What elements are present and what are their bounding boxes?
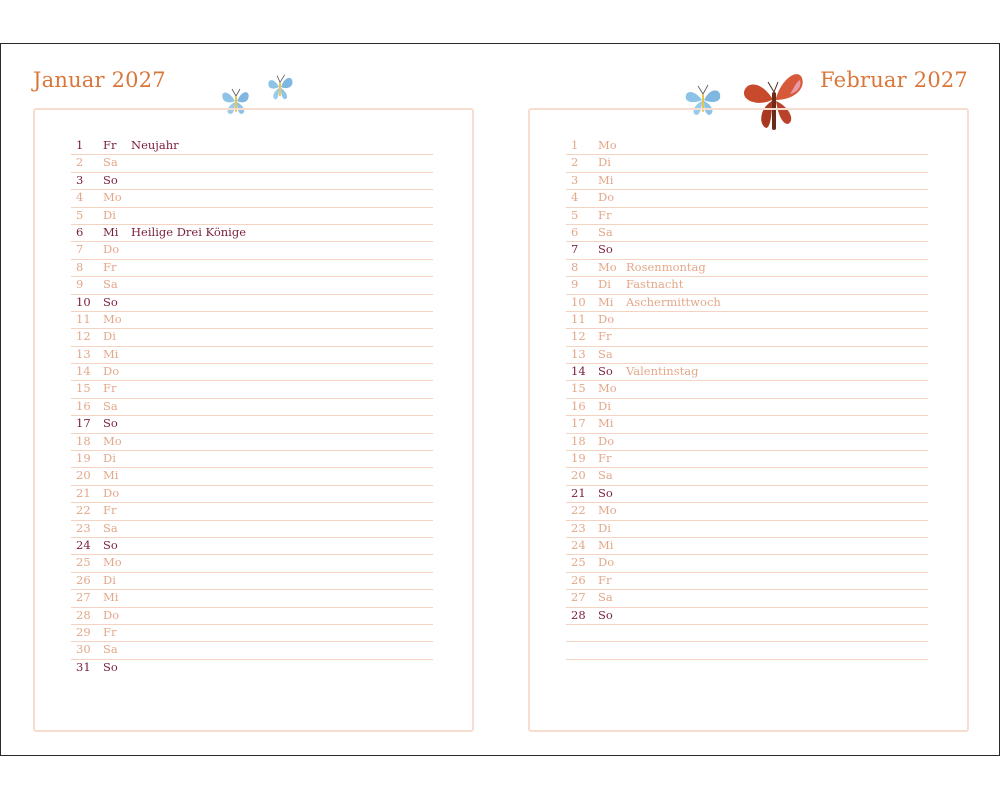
day-number: 30 (76, 642, 91, 657)
weekday-label: Di (598, 277, 611, 292)
weekday-label: Mi (598, 294, 614, 309)
weekday-label: Do (103, 607, 120, 622)
weekday-label: Fr (598, 572, 612, 587)
day-number: 17 (76, 416, 91, 431)
weekday-label: Di (103, 329, 116, 344)
day-row (566, 173, 928, 190)
day-row (71, 503, 433, 520)
day-number: 7 (571, 242, 579, 257)
day-row (566, 277, 928, 294)
weekday-label: So (598, 485, 613, 500)
weekday-label: So (598, 607, 613, 622)
day-number: 27 (571, 590, 586, 605)
day-row (71, 155, 433, 172)
day-row (566, 434, 928, 451)
day-row (566, 521, 928, 538)
day-number: 13 (571, 346, 586, 361)
day-row (71, 608, 433, 625)
day-row (71, 312, 433, 329)
day-row (71, 468, 433, 485)
day-number: 2 (571, 155, 579, 170)
day-row (71, 277, 433, 294)
day-number: 19 (76, 451, 91, 466)
day-row (566, 260, 928, 277)
weekday-label: Fr (598, 451, 612, 466)
weekday-label: Mi (103, 590, 119, 605)
january-day-list (71, 138, 433, 677)
day-row (71, 555, 433, 572)
day-row (566, 225, 928, 242)
day-row (566, 347, 928, 364)
day-note: Valentinstag (626, 364, 699, 379)
day-number: 7 (76, 242, 84, 257)
page-title-february: Februar 2027 (820, 68, 968, 92)
day-number: 8 (571, 259, 579, 274)
day-number: 14 (76, 364, 91, 379)
day-row (71, 364, 433, 381)
day-row (566, 329, 928, 346)
day-number: 1 (76, 138, 84, 152)
day-number: 28 (571, 607, 586, 622)
day-number: 5 (76, 207, 84, 222)
weekday-label: Fr (598, 207, 612, 222)
weekday-label: Do (598, 555, 615, 570)
day-number: 9 (76, 277, 84, 292)
day-number: 2 (76, 155, 84, 170)
day-number: 1 (571, 138, 579, 152)
weekday-label: Mi (103, 468, 119, 483)
day-number: 23 (76, 520, 91, 535)
weekday-label: Sa (103, 277, 118, 292)
day-number: 26 (571, 572, 586, 587)
day-row (71, 434, 433, 451)
weekday-label: Mi (103, 224, 119, 239)
weekday-label: Di (103, 451, 116, 466)
weekday-label: Do (598, 433, 615, 448)
day-number: 16 (571, 398, 586, 413)
day-number: 14 (571, 364, 586, 379)
day-number: 18 (76, 433, 91, 448)
day-row (566, 555, 928, 572)
day-number: 5 (571, 207, 579, 222)
weekday-label: Mo (598, 259, 617, 274)
day-row (71, 242, 433, 259)
day-number: 6 (571, 224, 579, 239)
blue-butterfly-icon (264, 71, 296, 103)
day-number: 12 (571, 329, 586, 344)
day-number: 15 (571, 381, 586, 396)
day-number: 12 (76, 329, 91, 344)
day-note: Fastnacht (626, 277, 684, 292)
weekday-label: Di (598, 155, 611, 170)
weekday-label: Mi (103, 346, 119, 361)
weekday-label: So (598, 364, 613, 379)
day-row (71, 208, 433, 225)
day-row (566, 451, 928, 468)
day-number: 20 (571, 468, 586, 483)
day-row (566, 468, 928, 485)
day-row (71, 329, 433, 346)
day-row (566, 208, 928, 225)
day-row (566, 660, 928, 677)
weekday-label: So (598, 242, 613, 257)
day-number: 22 (76, 503, 91, 518)
day-note: Neujahr (131, 138, 179, 152)
day-row (71, 399, 433, 416)
weekday-label: Sa (598, 468, 613, 483)
day-row (71, 642, 433, 659)
weekday-label: So (103, 659, 118, 674)
day-row (71, 590, 433, 607)
day-number: 24 (76, 537, 91, 552)
weekday-label: Fr (103, 381, 117, 396)
day-number: 23 (571, 520, 586, 535)
day-row (71, 573, 433, 590)
day-row (71, 225, 433, 242)
day-number: 11 (76, 311, 91, 326)
weekday-label: Do (103, 364, 120, 379)
weekday-label: Fr (103, 624, 117, 639)
day-row (71, 295, 433, 312)
day-row (566, 486, 928, 503)
weekday-label: Mo (103, 190, 122, 205)
weekday-label: Sa (103, 398, 118, 413)
weekday-label: Do (103, 242, 120, 257)
weekday-label: Di (598, 520, 611, 535)
day-row (566, 138, 928, 155)
weekday-label: Fr (598, 329, 612, 344)
weekday-label: Mo (103, 311, 122, 326)
weekday-label: Fr (103, 503, 117, 518)
day-row (566, 190, 928, 207)
weekday-label: Sa (598, 590, 613, 605)
weekday-label: Di (598, 398, 611, 413)
weekday-label: Fr (103, 259, 117, 274)
day-row (566, 590, 928, 607)
day-number: 27 (76, 590, 91, 605)
day-number: 8 (76, 259, 84, 274)
day-number: 11 (571, 311, 586, 326)
day-row (71, 486, 433, 503)
february-day-list (566, 138, 928, 677)
weekday-label: Mo (598, 381, 617, 396)
day-number: 26 (76, 572, 91, 587)
day-row (71, 538, 433, 555)
day-row (566, 381, 928, 398)
day-note: Rosenmontag (626, 259, 706, 274)
day-row (566, 242, 928, 259)
day-row (566, 312, 928, 329)
weekday-label: Mi (598, 172, 614, 187)
day-row (566, 538, 928, 555)
day-row (71, 660, 433, 677)
day-number: 3 (76, 172, 84, 187)
day-number: 4 (76, 190, 84, 205)
weekday-label: Mi (598, 416, 614, 431)
weekday-label: Sa (103, 642, 118, 657)
day-row (71, 625, 433, 642)
weekday-label: Sa (598, 346, 613, 361)
day-number: 10 (76, 294, 91, 309)
weekday-label: So (103, 537, 118, 552)
weekday-label: Mo (598, 138, 617, 152)
day-number: 10 (571, 294, 586, 309)
day-row (566, 155, 928, 172)
day-number: 4 (571, 190, 579, 205)
day-row (71, 416, 433, 433)
day-row (566, 625, 928, 642)
day-row (566, 573, 928, 590)
day-number: 28 (76, 607, 91, 622)
day-row (566, 416, 928, 433)
weekday-label: So (103, 294, 118, 309)
day-number: 20 (76, 468, 91, 483)
day-row (566, 399, 928, 416)
day-row (566, 642, 928, 659)
weekday-label: So (103, 172, 118, 187)
weekday-label: Sa (103, 155, 118, 170)
weekday-label: Mo (103, 555, 122, 570)
day-row (566, 295, 928, 312)
day-row (566, 608, 928, 625)
day-row (71, 138, 433, 155)
weekday-label: Mo (103, 433, 122, 448)
weekday-label: Di (103, 207, 116, 222)
day-number: 25 (571, 555, 586, 570)
weekday-label: Mo (598, 503, 617, 518)
weekday-label: Sa (598, 224, 613, 239)
day-number: 17 (571, 416, 586, 431)
day-number: 9 (571, 277, 579, 292)
day-note: Heilige Drei Könige (131, 224, 247, 239)
day-number: 19 (571, 451, 586, 466)
day-row (71, 381, 433, 398)
day-number: 31 (76, 659, 91, 674)
weekday-label: So (103, 416, 118, 431)
day-number: 15 (76, 381, 91, 396)
weekday-label: Mi (598, 537, 614, 552)
day-number: 21 (571, 485, 586, 500)
weekday-label: Fr (103, 138, 117, 152)
day-number: 22 (571, 503, 586, 518)
day-row (71, 190, 433, 207)
day-row (71, 260, 433, 277)
page-title-january: Januar 2027 (33, 68, 166, 92)
weekday-label: Do (103, 485, 120, 500)
weekday-label: Sa (103, 520, 118, 535)
weekday-label: Do (598, 190, 615, 205)
day-note: Aschermittwoch (626, 294, 721, 309)
day-number: 13 (76, 346, 91, 361)
weekday-label: Di (103, 572, 116, 587)
day-row (71, 347, 433, 364)
day-number: 24 (571, 537, 586, 552)
day-row (566, 364, 928, 381)
day-row (71, 451, 433, 468)
day-number: 3 (571, 172, 579, 187)
day-number: 18 (571, 433, 586, 448)
day-number: 25 (76, 555, 91, 570)
day-number: 16 (76, 398, 91, 413)
day-number: 6 (76, 224, 84, 239)
day-row (71, 521, 433, 538)
day-row (71, 173, 433, 190)
day-number: 29 (76, 624, 91, 639)
day-row (566, 503, 928, 520)
weekday-label: Do (598, 311, 615, 326)
day-number: 21 (76, 485, 91, 500)
